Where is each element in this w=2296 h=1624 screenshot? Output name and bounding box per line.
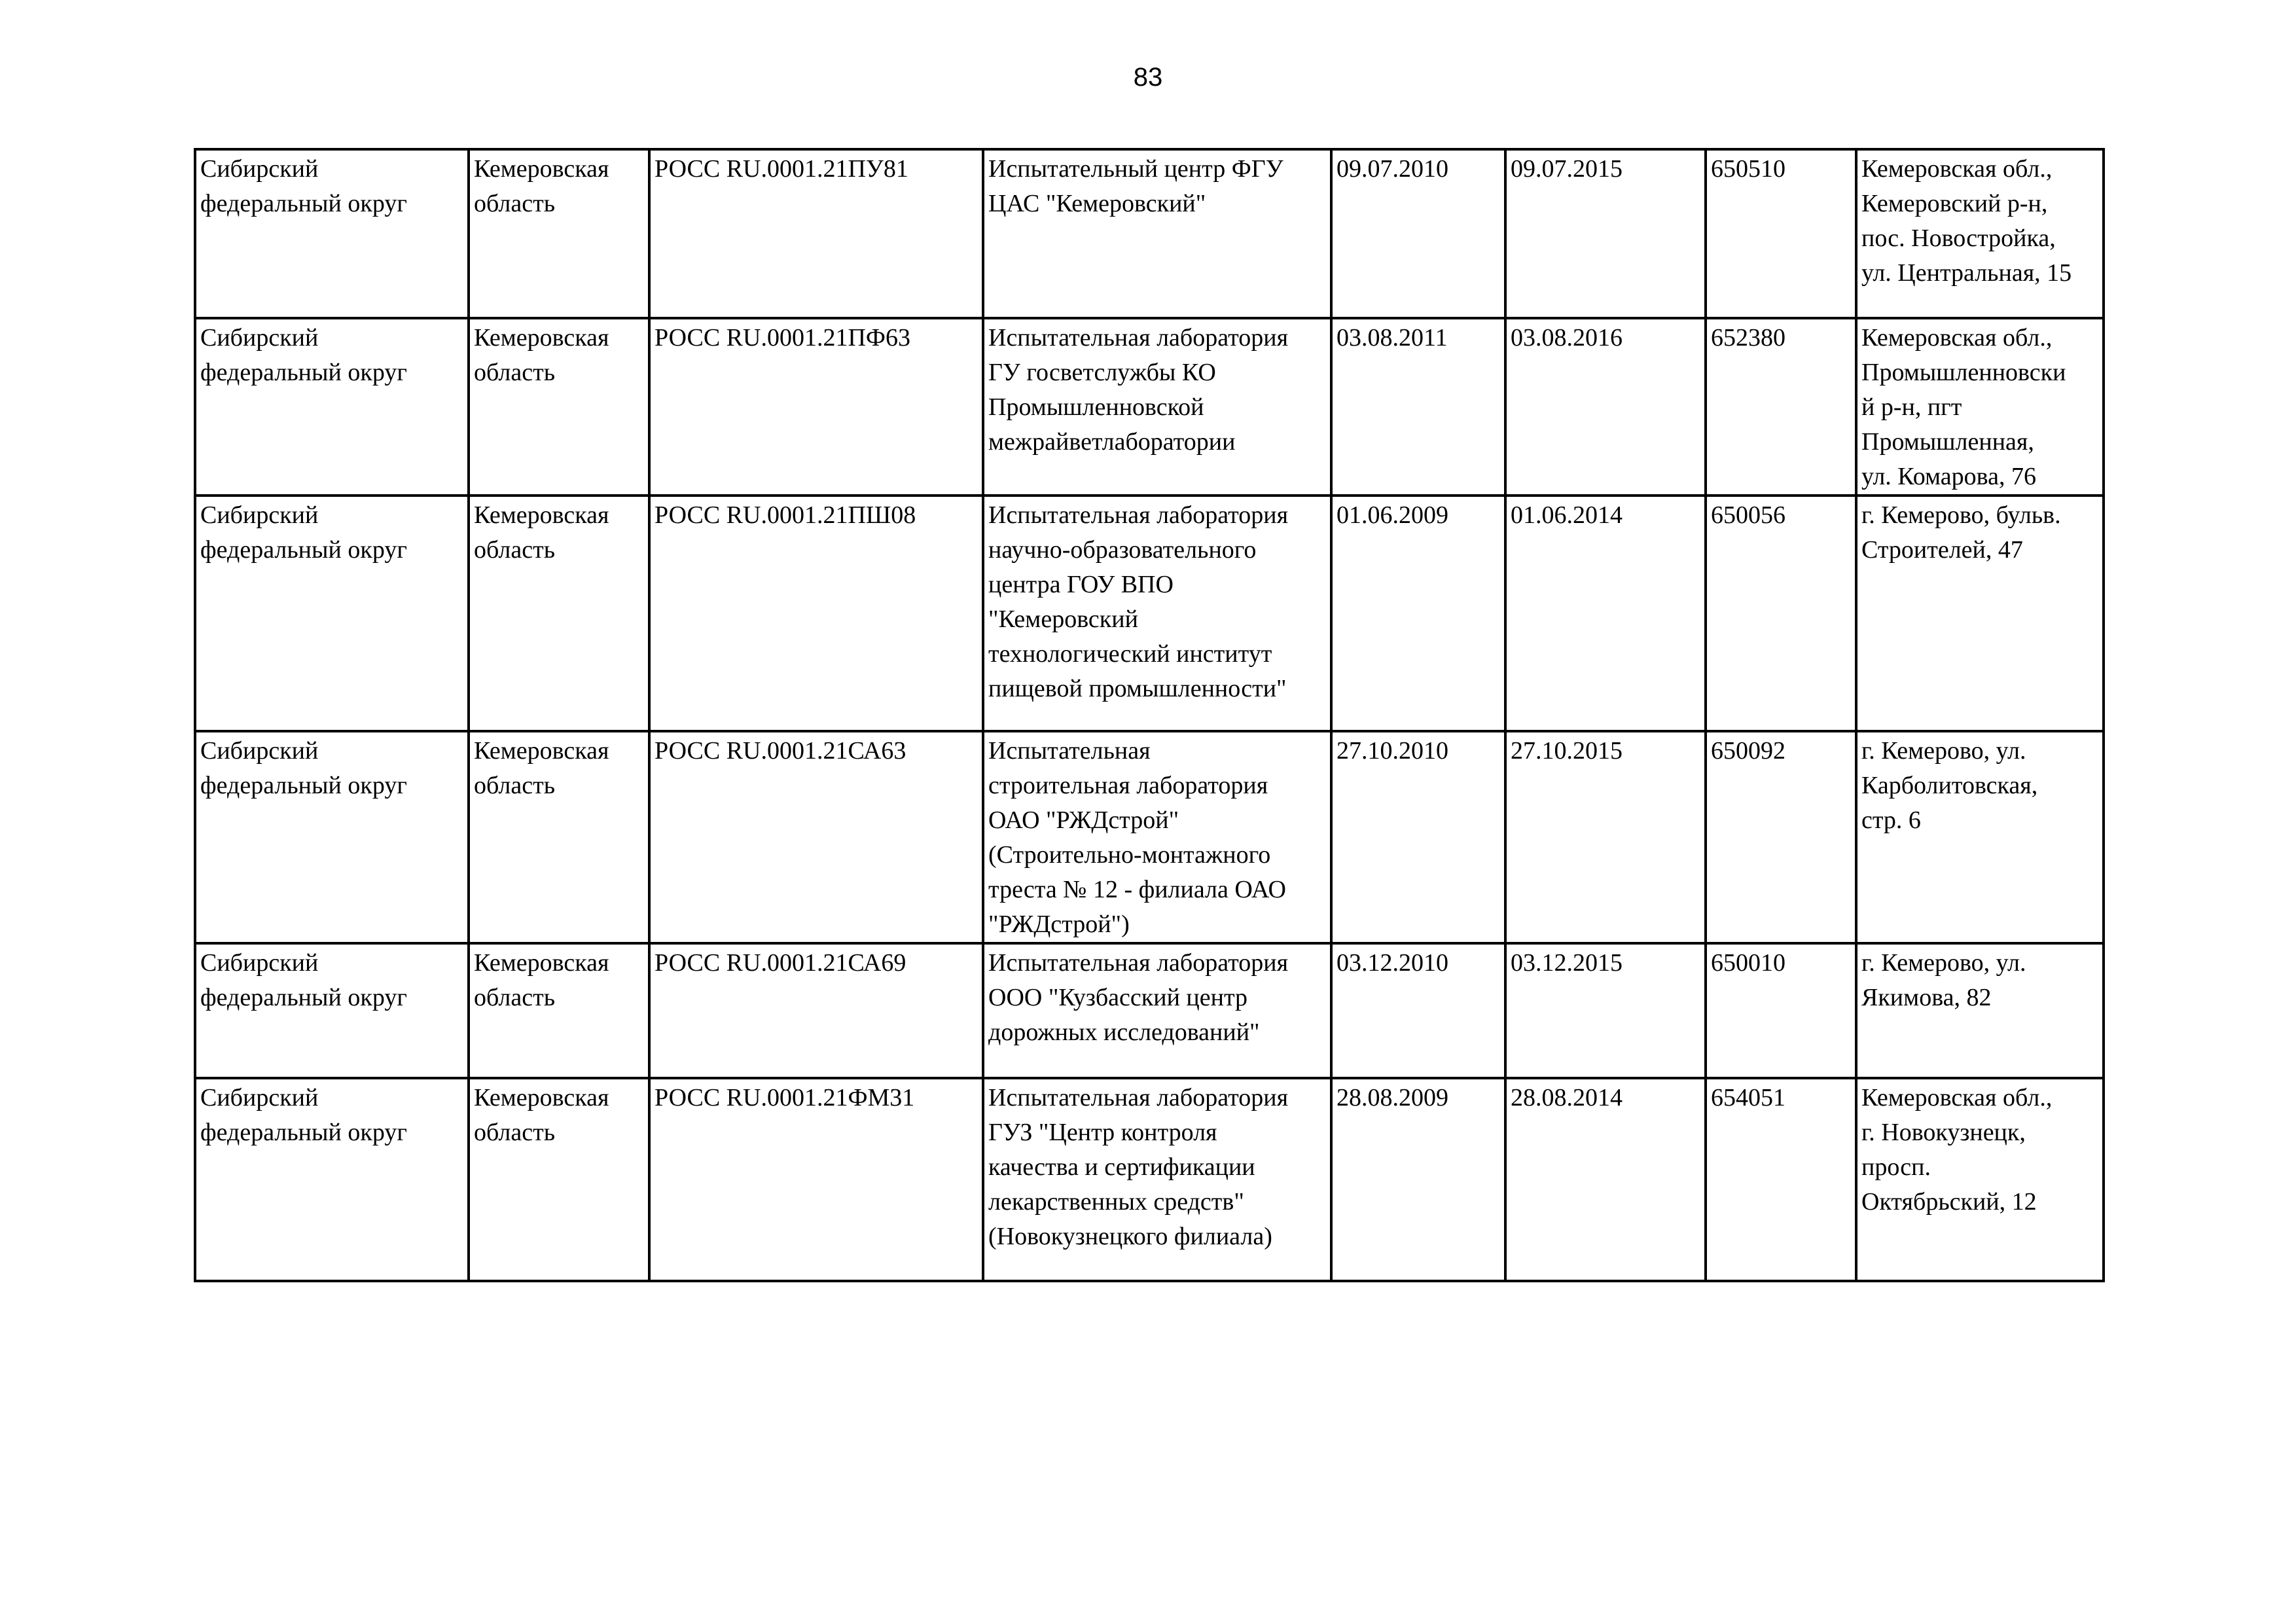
address-cell: Кемеровская обл., г. Новокузнецк, просп. Октябрьский, 12 [1856,1078,2104,1281]
certificate-cell: РОСС RU.0001.21СА69 [649,943,983,1078]
district-cell: Сибирский федеральный округ [195,496,469,731]
table-row [195,149,2104,318]
district-cell: Сибирский федеральный округ [195,149,469,318]
certificate-cell: РОСС RU.0001.21ПУ81 [649,149,983,318]
certificate-cell: РОСС RU.0001.21ФМ31 [649,1078,983,1281]
postcode-cell: 650056 [1706,496,1856,731]
postcode-cell: 650092 [1706,731,1856,943]
postcode-cell: 652380 [1706,318,1856,496]
organization-cell: Испытательная лаборатория ГУЗ "Центр контроля качества и сертификации лекарственных средств" (Новокузнецкого филиала) [983,1078,1331,1281]
date-from-cell: 27.10.2010 [1331,731,1505,943]
page-number: 83 [1133,63,1163,92]
district-cell: Сибирский федеральный округ [195,1078,469,1281]
region-cell: Кемеровская область [469,731,649,943]
region-cell: Кемеровская область [469,318,649,496]
postcode-cell: 650510 [1706,149,1856,318]
organization-cell: Испытательная лаборатория ООО "Кузбасский центр дорожных исследований" [983,943,1331,1078]
date-to-cell: 28.08.2014 [1505,1078,1706,1281]
table-row [195,731,2104,943]
laboratory-registry-table [194,148,2105,1282]
organization-cell: Испытательная лаборатория ГУ госветслужбы КО Промышленновской межрайветлаборатории [983,318,1331,496]
table-row [195,943,2104,1078]
organization-cell: Испытательный центр ФГУ ЦАС "Кемеровский" [983,149,1331,318]
district-cell: Сибирский федеральный округ [195,318,469,496]
date-to-cell: 03.12.2015 [1505,943,1706,1078]
region-cell: Кемеровская область [469,496,649,731]
region-cell: Кемеровская область [469,1078,649,1281]
region-cell: Кемеровская область [469,149,649,318]
certificate-cell: РОСС RU.0001.21ПШ08 [649,496,983,731]
address-cell: г. Кемерово, бульв. Строителей, 47 [1856,496,2104,731]
certificate-cell: РОСС RU.0001.21СА63 [649,731,983,943]
date-to-cell: 03.08.2016 [1505,318,1706,496]
table-row [195,318,2104,496]
date-to-cell: 27.10.2015 [1505,731,1706,943]
date-to-cell: 09.07.2015 [1505,149,1706,318]
date-from-cell: 28.08.2009 [1331,1078,1505,1281]
date-from-cell: 01.06.2009 [1331,496,1505,731]
date-from-cell: 03.12.2010 [1331,943,1505,1078]
date-from-cell: 03.08.2011 [1331,318,1505,496]
postcode-cell: 654051 [1706,1078,1856,1281]
address-cell: г. Кемерово, ул. Карболитовская, стр. 6 [1856,731,2104,943]
date-from-cell: 09.07.2010 [1331,149,1505,318]
address-cell: г. Кемерово, ул. Якимова, 82 [1856,943,2104,1078]
organization-cell: Испытательная строительная лаборатория ОАО "РЖДстрой" (Строительно-монтажного треста № 12 - филиала ОАО "РЖДстрой") [983,731,1331,943]
table-row [195,1078,2104,1281]
district-cell: Сибирский федеральный округ [195,731,469,943]
table-row [195,496,2104,731]
date-to-cell: 01.06.2014 [1505,496,1706,731]
region-cell: Кемеровская область [469,943,649,1078]
district-cell: Сибирский федеральный округ [195,943,469,1078]
address-cell: Кемеровская обл., Промышленновски й р-н, пгт Промышленная, ул. Комарова, 76 [1856,318,2104,496]
postcode-cell: 650010 [1706,943,1856,1078]
address-cell: Кемеровская обл., Кемеровский р-н, пос. Новостройка, ул. Центральная, 15 [1856,149,2104,318]
organization-cell: Испытательная лаборатория научно-образовательного центра ГОУ ВПО "Кемеровский технологический институт пищевой промышленности" [983,496,1331,731]
certificate-cell: РОСС RU.0001.21ПФ63 [649,318,983,496]
